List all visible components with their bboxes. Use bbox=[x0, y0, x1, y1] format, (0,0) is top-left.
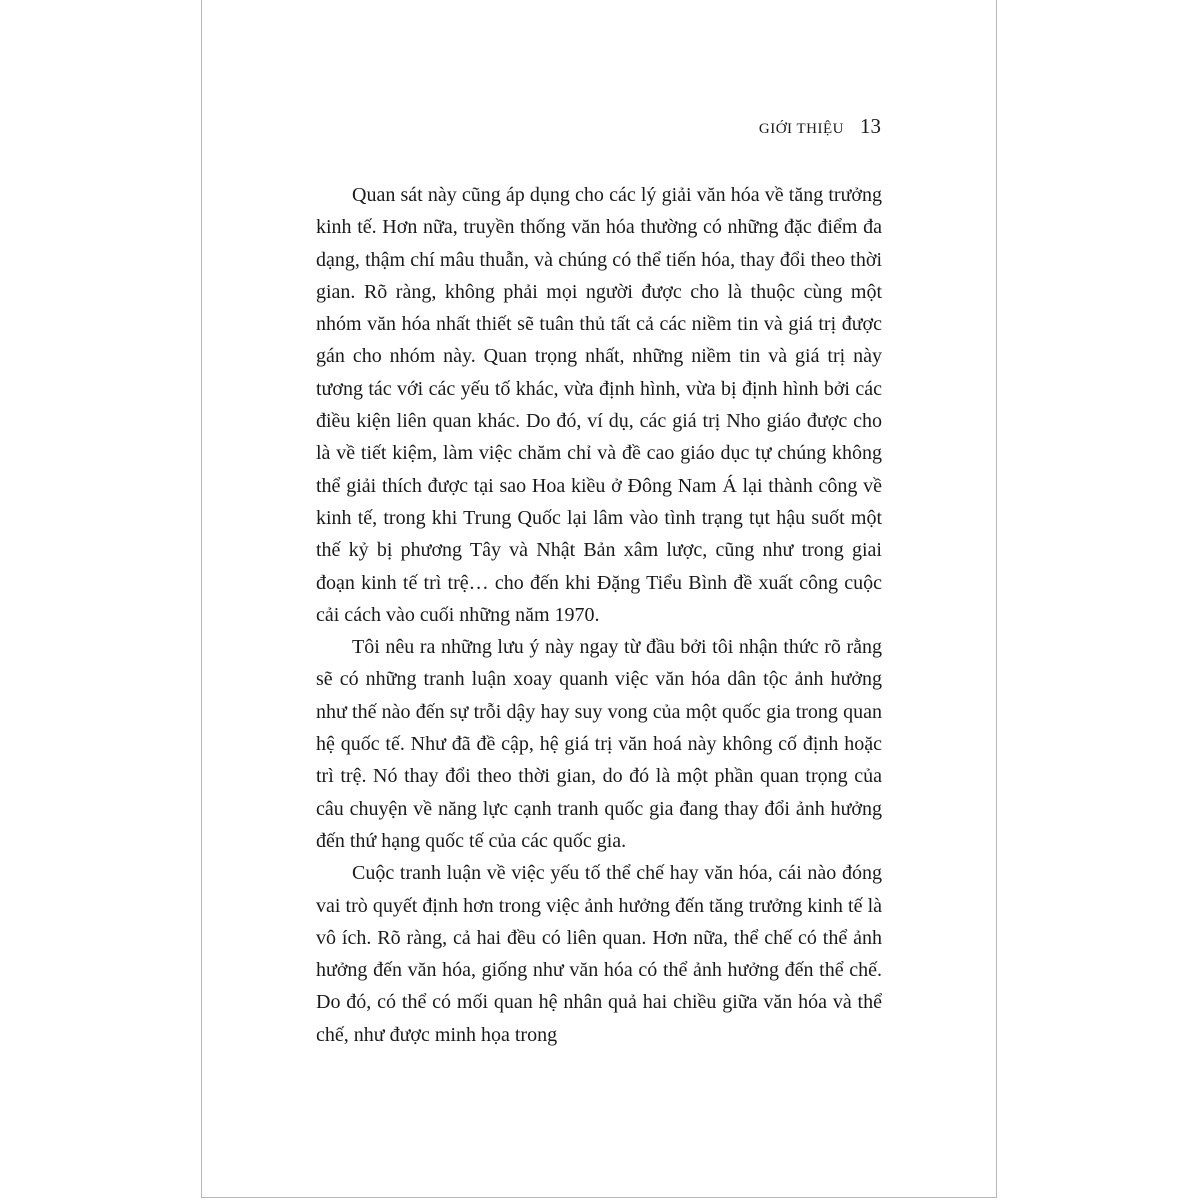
book-page bbox=[201, 0, 997, 1198]
paragraph: Quan sát này cũng áp dụng cho các lý giải văn hóa về tăng trưởng kinh tế. Hơn nữa, truyền thống văn hóa thường có những đặc điểm đa dạng, thậm chí mâu thuẫn, và chúng có thể tiến hóa, thay đổi theo thời gian. Rõ ràng, không phải mọi người được cho là thuộc cùng một nhóm văn hóa nhất thiết sẽ tuân thủ tất cả các niềm tin và giá trị được gán cho nhóm này. Quan trọng nhất, những niềm tin và giá trị này tương tác với các yếu tố khác, vừa định hình, vừa bị định hình bởi các điều kiện liên quan khác. Do đó, ví dụ, các giá trị Nho giáo được cho là về tiết kiệm, làm việc chăm chỉ và đề cao giáo dục tự chúng không thể giải thích được tại sao Hoa kiều ở Đông Nam Á lại thành công về kinh tế, trong khi Trung Quốc lại lâm vào tình trạng tụt hậu suốt một thế kỷ bị phương Tây và Nhật Bản xâm lược, cũng như trong giai đoạn kinh tế trì trệ… cho đến khi Đặng Tiểu Bình đề xuất công cuộc cải cách vào cuối những năm 1970. bbox=[316, 184, 882, 626]
running-title: GIỚI THIỆU bbox=[758, 121, 844, 137]
body-text bbox=[316, 179, 882, 1051]
paragraph: Cuộc tranh luận về việc yếu tố thể chế hay văn hóa, cái nào đóng vai trò quyết định hơn trong việc ảnh hưởng đến tăng trưởng kinh tế là vô ích. Rõ ràng, cả hai đều có liên quan. Hơn nữa, thể chế có thể ảnh hưởng đến văn hóa, giống như văn hóa có thể ảnh hưởng đến thể chế. Do đó, có thể có mối quan hệ nhân quả hai chiều giữa văn hóa và thể chế, như được minh họa trong bbox=[316, 862, 882, 1046]
page-number: 13 bbox=[860, 114, 881, 138]
running-head bbox=[759, 114, 881, 139]
paragraph: Tôi nêu ra những lưu ý này ngay từ đầu bởi tôi nhận thức rõ rằng sẽ có những tranh luận xoay quanh việc văn hóa dân tộc ảnh hưởng như thế nào đến sự trỗi dậy hay suy vong của một quốc gia trong quan hệ quốc tế. Như đã đề cập, hệ giá trị văn hoá này không cố định hoặc trì trệ. Nó thay đổi theo thời gian, do đó là một phần quan trọng của câu chuyện về năng lực cạnh tranh quốc gia đang thay đổi ảnh hưởng đến thứ hạng quốc tế của các quốc gia. bbox=[316, 636, 882, 852]
